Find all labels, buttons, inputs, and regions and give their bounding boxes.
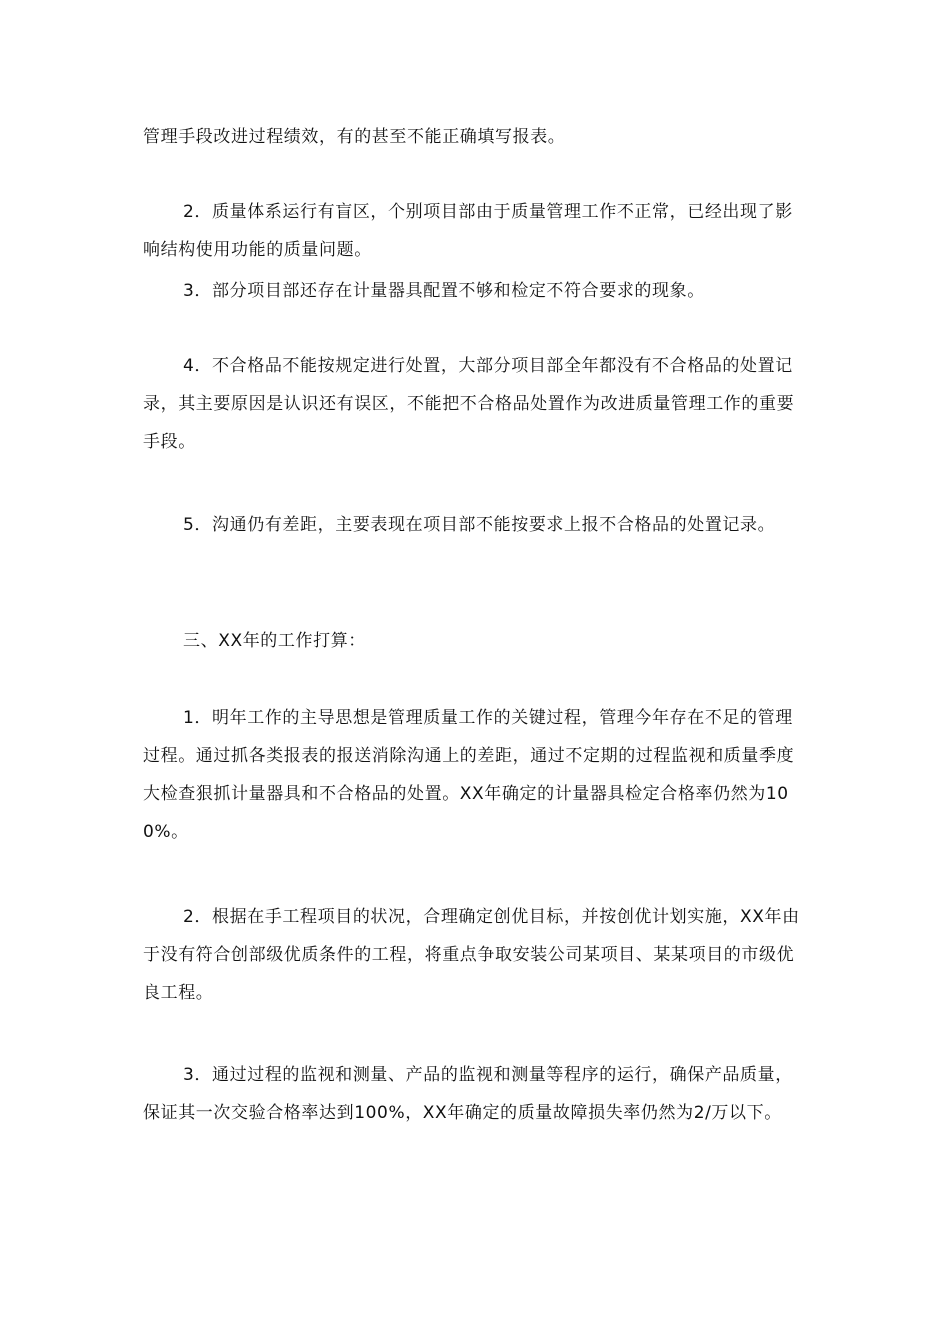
paragraph-issue-4: 4．不合格品不能按规定进行处置，大部分项目部全年都没有不合格品的处置记录，其主要原因是认识还有误区，不能把不合格品处置作为改进质量管理工作的重要手段。 bbox=[143, 356, 795, 452]
paragraph-plan-3: 3．通过过程的监视和测量、产品的监视和测量等程序的运行，确保产品质量，保证其一次交验合格率达到100%，XX年确定的质量故障损失率仍然为2/万以下。 bbox=[143, 1065, 793, 1123]
paragraph-continuation: 管理手段改进过程绩效，有的甚至不能正确填写报表。 bbox=[143, 127, 566, 147]
paragraph-issue-3: 3．部分项目部还存在计量器具配置不够和检定不符合要求的现象。 bbox=[183, 281, 705, 301]
paragraph-plan-1: 1．明年工作的主导思想是管理质量工作的关键过程，管理今年存在不足的管理过程。通过抓各类报表的报送消除沟通上的差距，通过不定期的过程监视和质量季度大检查狠抓计量器具和不合格品的处置。XX年确定的计量器具检定合格率仍然为100%。 bbox=[143, 708, 795, 842]
paragraph-plan-2: 2．根据在手工程项目的状况，合理确定创优目标，并按创优计划实施，XX年由于没有符合创部级优质条件的工程，将重点争取安装公司某项目、某某项目的市级优良工程。 bbox=[143, 907, 800, 1003]
paragraph-issue-2: 2．质量体系运行有盲区，个别项目部由于质量管理工作不正常，已经出现了影响结构使用功能的质量问题。 bbox=[143, 202, 793, 260]
paragraph-issue-5: 5．沟通仍有差距，主要表现在项目部不能按要求上报不合格品的处置记录。 bbox=[183, 515, 776, 535]
section-heading-plan: 三、XX年的工作打算： bbox=[183, 631, 366, 651]
